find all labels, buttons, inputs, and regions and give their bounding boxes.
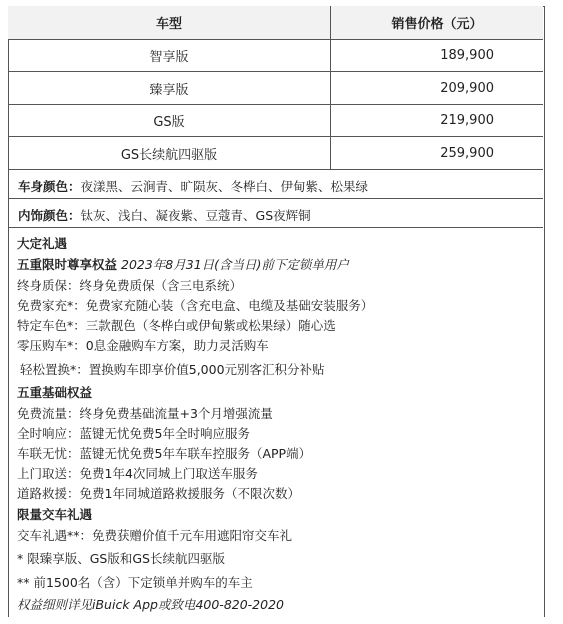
basic-item: 车联无忧：蓝键无忧免费5年车联车控服务（APP端） [17, 446, 312, 461]
interior-colors-value: 钛灰、浅白、凝夜紫、豆蔻青、GS夜辉铜 [80, 208, 311, 223]
basic-item: 道路救援：免费1年同城道路救援服务（不限次数） [17, 486, 300, 501]
header-price: 销售价格（元） [330, 6, 543, 39]
model-price: 259,900 [330, 137, 543, 169]
premium-item: 零压购车*：0息金融购车方案，助力灵活购车 [17, 338, 269, 353]
premium-item: 轻松置换*：置换购车即享价值5,000元别客汇积分补贴 [20, 362, 325, 377]
table-row [8, 105, 543, 137]
model-name: GS长续航四驱版 [120, 147, 218, 163]
footer-contact: 权益细则详见iBuick App或致电400-820-2020 [17, 597, 284, 612]
limited-item: 交车礼遇**：免费获赠价值千元车用遮阳帘交车礼 [17, 528, 293, 543]
exterior-colors-label: 车身颜色： [18, 179, 81, 194]
exterior-colors-row [8, 170, 543, 199]
footnote-2: ** 前1500名（含）下定锁单并购车的车主 [17, 575, 253, 590]
premium-title: 五重限时尊享权益 [17, 257, 118, 272]
basic-item: 上门取送：免费1年4次同城上门取送车服务 [17, 466, 258, 481]
model-price: 219,900 [330, 105, 543, 136]
model-name: 臻享版 [149, 82, 189, 98]
premium-note: 2023年8月31日(含当日)前下定锁单用户 [121, 257, 349, 272]
table-row [8, 137, 543, 170]
interior-colors-row [8, 199, 543, 228]
basic-title: 五重基础权益 [17, 385, 93, 400]
header-model: 车型 [155, 17, 182, 32]
basic-item: 全时响应：蓝键无忧免费5年全时响应服务 [17, 426, 250, 441]
model-name: GS版 [153, 115, 185, 130]
table-row [8, 40, 543, 72]
model-price: 189,900 [330, 40, 543, 71]
exterior-colors-value: 夜漾黑、云涧青、旷陨灰、冬桦白、伊甸紫、松果绿 [80, 179, 369, 194]
limited-title: 限量交车礼遇 [17, 507, 93, 522]
table-header-row [8, 6, 543, 40]
model-price: 209,900 [330, 72, 543, 104]
basic-item: 免费流量：终身免费基础流量+3个月增强流量 [17, 406, 273, 421]
gift-title: 大定礼遇 [17, 236, 68, 251]
table-row [8, 72, 543, 105]
footnote-1: * 限臻享版、GS版和GS长续航四驱版 [17, 551, 225, 566]
model-name: 智享版 [149, 50, 189, 65]
interior-colors-label: 内饰颜色： [18, 208, 81, 223]
premium-item: 终身质保：终身免费质保（含三电系统） [17, 278, 243, 293]
premium-item: 特定车色*：三款靓色（冬桦白或伊甸紫或松果绿）随心选 [17, 318, 336, 333]
premium-item: 免费家充*：免费家充随心装（含充电盒、电缆及基础安装服务） [17, 298, 374, 313]
